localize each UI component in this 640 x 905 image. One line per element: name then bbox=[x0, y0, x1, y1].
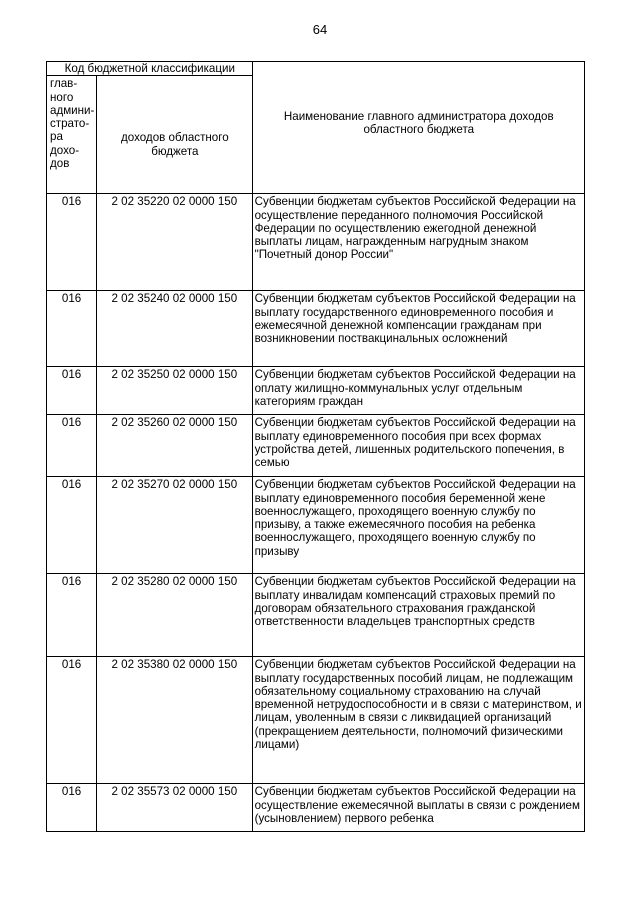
table-row bbox=[47, 657, 585, 784]
table-row bbox=[47, 574, 585, 657]
table-row bbox=[47, 415, 585, 477]
kbk-code-cell: 2 02 35250 02 0000 150 bbox=[97, 367, 252, 415]
description-cell: Субвенции бюджетам субъектов Российской Федерации на выплату инвалидам компенсаций страховых премий по договорам обязательного страхования гражданской ответственности владельцев транспортных средств bbox=[252, 574, 584, 657]
kbk-code-cell: 2 02 35280 02 0000 150 bbox=[97, 574, 252, 657]
table-row bbox=[47, 367, 585, 415]
admin-code-cell: 016 bbox=[47, 784, 97, 832]
kbk-code-cell: 2 02 35270 02 0000 150 bbox=[97, 477, 252, 574]
description-cell: Субвенции бюджетам субъектов Российской Федерации на выплату единовременного пособия беременной жене военнослужащего, проходящего военную службу по призыву, а также ежемесячного пособия на ребенка военнослужащего, проходящего военную службу по призыву bbox=[252, 477, 584, 574]
admin-code-cell: 016 bbox=[47, 477, 97, 574]
description-cell: Субвенции бюджетам субъектов Российской Федерации на выплату государственных пособий лицам, не подлежащим обязательному социальному страхованию на случай временной нетрудоспособности и в связи с материнством, и лицам, уволенным в связи с ликвидацией организаций (прекращением деятельности, полномочий физическими лицами) bbox=[252, 657, 584, 784]
table-row bbox=[47, 194, 585, 291]
kbk-code-cell: 2 02 35260 02 0000 150 bbox=[97, 415, 252, 477]
header-budget-classification-code: Код бюджетной классификации bbox=[47, 62, 253, 76]
description-cell: Субвенции бюджетам субъектов Российской Федерации на осуществление ежемесячной выплаты в связи с рождением (усыновлением) первого ребенка bbox=[252, 784, 584, 832]
kbk-code-cell: 2 02 35573 02 0000 150 bbox=[97, 784, 252, 832]
page-number: 64 bbox=[312, 22, 328, 37]
header-administrator-name: Наименование главного администратора доходов областного бюджета bbox=[252, 62, 584, 194]
description-cell: Субвенции бюджетам субъектов Российской Федерации на осуществление переданного полномочия Российской Федерации по осуществлению ежегодной денежной выплаты лицам, награжденным нагрудным знаком "Почетный донор России" bbox=[252, 194, 584, 291]
header-main-administrator: глав- ного админи- страто- ра дохо- дов bbox=[47, 76, 97, 194]
admin-code-cell: 016 bbox=[47, 574, 97, 657]
budget-classification-table bbox=[46, 61, 585, 832]
admin-code-cell: 016 bbox=[47, 194, 97, 291]
header-regional-budget-income: доходов областного бюджета bbox=[97, 76, 252, 194]
table-row bbox=[47, 477, 585, 574]
admin-code-cell: 016 bbox=[47, 415, 97, 477]
table-row bbox=[47, 291, 585, 367]
description-cell: Субвенции бюджетам субъектов Российской Федерации на выплату государственного единовременного пособия и ежемесячной денежной компенсации гражданам при возникновении поствакцинальных осложнений bbox=[252, 291, 584, 367]
admin-code-cell: 016 bbox=[47, 367, 97, 415]
kbk-code-cell: 2 02 35220 02 0000 150 bbox=[97, 194, 252, 291]
admin-code-cell: 016 bbox=[47, 657, 97, 784]
kbk-code-cell: 2 02 35380 02 0000 150 bbox=[97, 657, 252, 784]
admin-code-cell: 016 bbox=[47, 291, 97, 367]
table-header-row-group bbox=[47, 62, 585, 76]
description-cell: Субвенции бюджетам субъектов Российской Федерации на выплату единовременного пособия при всех формах устройства детей, лишенных родительского попечения, в семью bbox=[252, 415, 584, 477]
description-cell: Субвенции бюджетам субъектов Российской Федерации на оплату жилищно-коммунальных услуг отдельным категориям граждан bbox=[252, 367, 584, 415]
kbk-code-cell: 2 02 35240 02 0000 150 bbox=[97, 291, 252, 367]
table-row bbox=[47, 784, 585, 832]
